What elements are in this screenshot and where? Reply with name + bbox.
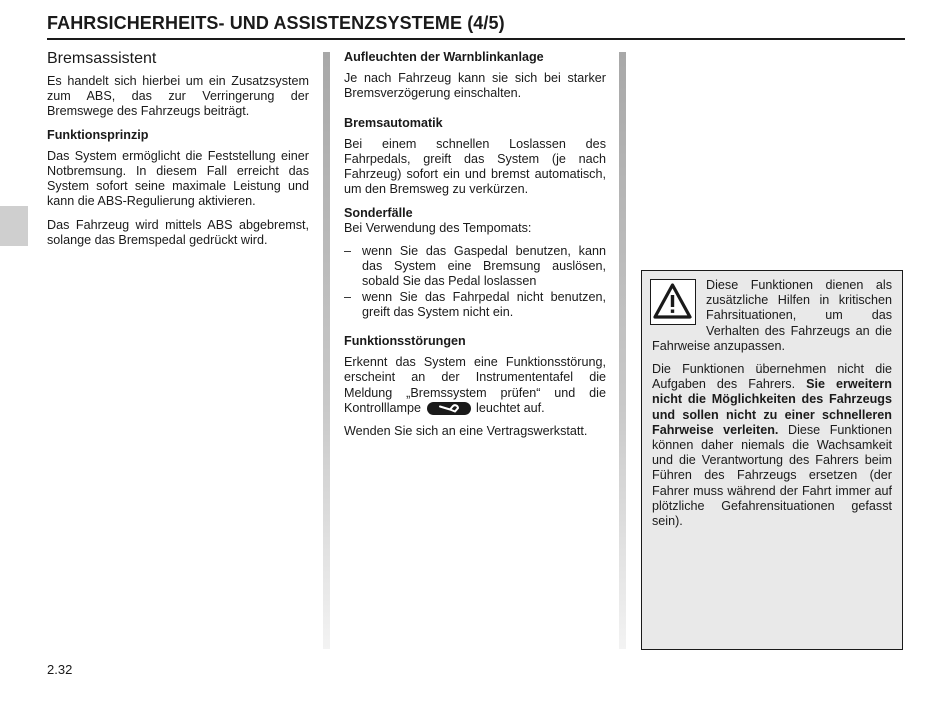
list-dash: – [344, 244, 352, 259]
list-item [344, 290, 606, 320]
column-details [344, 50, 606, 447]
wrench-icon [427, 402, 471, 415]
heading-bremsassistent: Bremsassistent [47, 50, 157, 67]
funktionsprinzip-paragraph-1: Das System ermöglicht die Feststellung einer Notbremsung. In diesem Fall erreicht das System sofort seine maximale Leistung und kann die ABS-Regulierung aktivieren. [47, 148, 309, 209]
stoerung-text-b: leuchtet auf. [476, 400, 545, 415]
funktionsprinzip-paragraph-2: Das Fahrzeug wird mittels ABS abgebremst, solange das Bremspedal gedrückt wird. [47, 217, 309, 247]
warning-text [652, 278, 892, 537]
heading-warnblinkanlage: Aufleuchten der Warnblinkanlage [344, 50, 544, 64]
list-item [344, 244, 606, 290]
warning-p2-text-b: Diese Funktionen können daher niemals die Wachsamkeit und die Verantwortung des Fahrers beim Führen des Fahrzeugs ersetzen (der Fahrer muss während der Fahrt immer auf plötzliche Gefahrensituationen gefasst sein). [652, 422, 893, 529]
title-rule [47, 38, 905, 40]
page-number: 2.32 [47, 662, 73, 677]
page-title-part: (4/5) [467, 13, 505, 33]
intro-paragraph: Es handelt sich hierbei um ein Zusatzsystem zum ABS, das zur Verringerung der Bremswege des Fahrzeugs beiträgt. [47, 74, 309, 119]
bremsautomatik-paragraph: Bei einem schnellen Loslassen des Fahrpedals, greift das System (je nach Fahrzeug) sofort ein und bremst automatisch, um den Bremsweg zu verkürzen. [344, 136, 606, 197]
heading-bremsautomatik: Bremsautomatik [344, 115, 443, 130]
page-title-text: FAHRSICHERHEITS- UND ASSISTENZSYSTEME [47, 13, 463, 33]
heading-funktionsprinzip: Funktionsprinzip [47, 127, 149, 142]
warning-p1-text: Diese Funktionen dienen als zusätzliche Hilfen in kritischen Fahrsituationen, um das Verhalten des Fahrzeugs an die Fahrweise anzupassen. [652, 278, 892, 353]
warning-paragraph-1 [652, 278, 892, 354]
list-item-text: wenn Sie das Fahrpedal nicht benutzen, greift das System nicht ein. [362, 289, 606, 319]
warning-p2-bold: Sie erweitern nicht die Möglichkeiten des Fahrzeugs und sollen nicht zu einer schnelleren Fahrweise verleiten. [652, 377, 892, 437]
werkstatt-paragraph: Wenden Sie sich an eine Vertragswerkstatt. [344, 424, 588, 439]
warnblinkanlage-paragraph: Je nach Fahrzeug kann sie sich bei starker Bremsverzögerung einschalten. [344, 71, 606, 101]
stoerung-text-a: Erkennt das System eine Funktionsstörung, erscheint an der Instrumententafel die Meldung „Bremssystem prüfen“ und die Kontrolllampe [344, 355, 606, 415]
page-title [47, 13, 505, 34]
sonderfaelle-intro: Bei Verwendung des Tempomats: [344, 220, 532, 235]
column-separator-1 [323, 52, 330, 649]
list-item-text: wenn Sie das Gaspedal benutzen, kann das System eine Bremsung auslösen, sobald Sie das Pedal loslassen [362, 244, 606, 289]
warning-p2-text-a: Die Funktionen übernehmen nicht die Aufgaben des Fahrers. [652, 362, 892, 392]
column-separator-2 [619, 52, 626, 649]
list-dash: – [344, 289, 352, 304]
funktionsstoerungen-paragraph [344, 355, 606, 416]
heading-sonderfaelle: Sonderfälle [344, 205, 413, 220]
section-side-tab [0, 206, 28, 246]
sonderfaelle-list [344, 244, 606, 320]
warning-paragraph-2 [652, 362, 892, 529]
heading-funktionsstoerungen: Funktionsstörungen [344, 334, 466, 349]
column-bremsassistent [47, 50, 309, 256]
